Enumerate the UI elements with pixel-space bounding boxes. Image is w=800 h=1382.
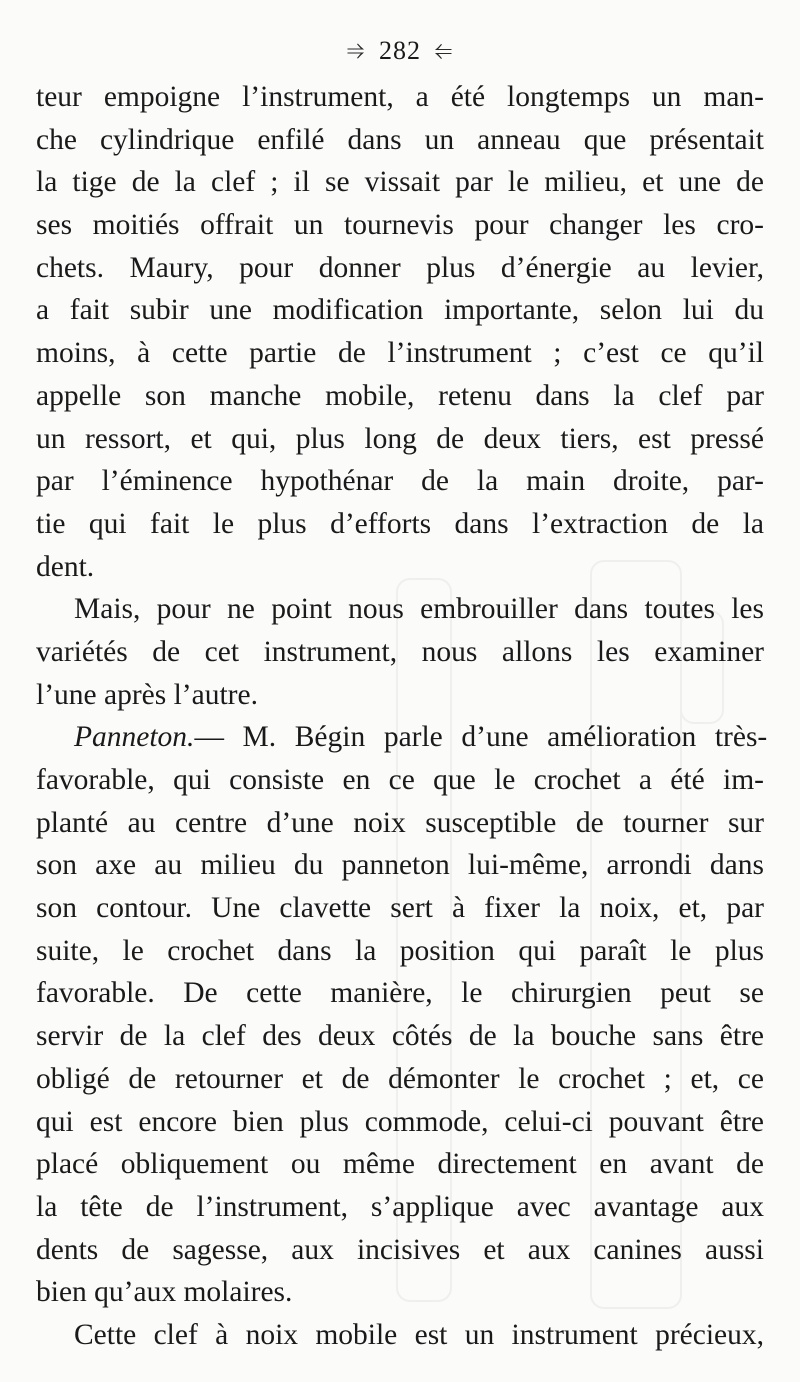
text-line: son contour. Une clavette sert à fixer la noix, et, par xyxy=(36,892,764,925)
text-line: son axe au milieu du panneton lui-même, arrondi dans xyxy=(36,849,764,882)
text-line: Mais, pour ne point nous embrouiller dans toutes les xyxy=(74,593,764,626)
text-line: obligé de retourner et de démonter le crochet ; et, ce xyxy=(36,1062,764,1095)
text-line: variétés de cet instrument, nous allons les examiner xyxy=(36,635,764,668)
text-line: bien qu’aux molaires. xyxy=(36,1276,293,1309)
body-text xyxy=(36,76,768,1357)
text-line: dent. xyxy=(36,550,95,583)
text-line: planté au centre d’une noix susceptible de tourner sur xyxy=(36,806,764,839)
text-line: favorable. De cette manière, le chirurgien peut se xyxy=(36,977,764,1010)
text-line: qui est encore bien plus commode, celui-ci pouvant être xyxy=(36,1105,764,1138)
text-line: par l’éminence hypothénar de la main droite, par- xyxy=(36,465,764,498)
text-line: favorable, qui consiste en ce que le crochet a été im- xyxy=(36,764,764,796)
page-number: 282 xyxy=(379,36,421,65)
text-line: ses moitiés offrait un tournevis pour changer les cro- xyxy=(36,209,764,242)
text-line: la tête de l’instrument, s’applique avec avantage aux xyxy=(36,1190,764,1223)
italic-lead: Panneton. xyxy=(74,721,195,754)
text-line: che cylindrique enfilé dans un anneau que présentait xyxy=(36,123,764,156)
text-line: moins, à cette partie de l’instrument ; c’est ce qu’il xyxy=(36,337,764,370)
text-line: servir de la clef des deux côtés de la bouche sans être xyxy=(36,1020,764,1053)
ornament-left-icon: ⥤ xyxy=(346,37,366,62)
text-line-rest: — M. Bégin parle d’une amélioration très- xyxy=(194,721,768,754)
page-header xyxy=(0,36,800,66)
text-line: l’une après l’autre. xyxy=(36,678,258,711)
text-line: appelle son manche mobile, retenu dans la clef par xyxy=(36,379,764,412)
text-line: a fait subir une modification importante, selon lui du xyxy=(36,294,764,327)
text-line: suite, le crochet dans la position qui paraît le plus xyxy=(36,934,764,967)
text-line: un ressort, et qui, plus long de deux tiers, est pressé xyxy=(36,422,764,455)
text-line: Cette clef à noix mobile est un instrument précieux, xyxy=(74,1318,764,1351)
text-line-with-italic-lead xyxy=(36,716,768,759)
text-line: chets. Maury, pour donner plus d’énergie au levier, xyxy=(36,251,764,284)
text-line: dents de sagesse, aux incisives et aux canines aussi xyxy=(36,1233,764,1266)
text-line: placé obliquement ou même directement en avant de xyxy=(36,1148,764,1181)
text-line: teur empoigne l’instrument, a été longtemps un man- xyxy=(36,81,764,113)
text-line: la tige de la clef ; il se vissait par le milieu, et une de xyxy=(36,166,764,199)
ornament-right-icon: ⥢ xyxy=(434,37,454,62)
text-line: tie qui fait le plus d’efforts dans l’extraction de la xyxy=(36,507,764,540)
